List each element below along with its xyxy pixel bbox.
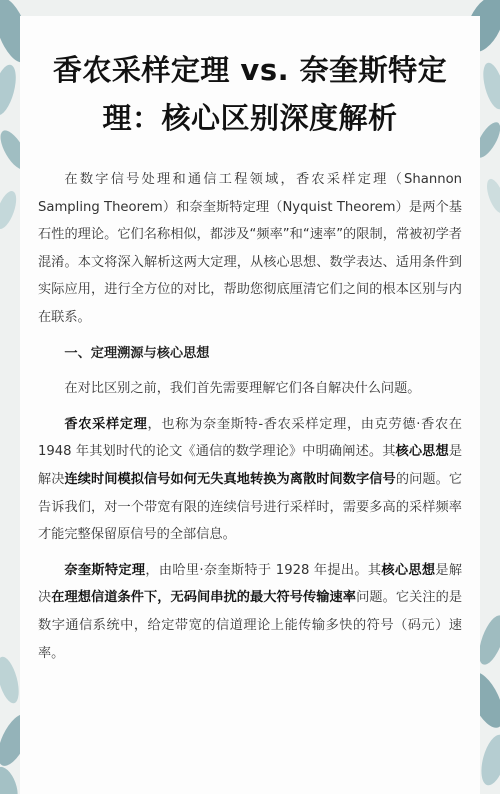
article-title: 香农采样定理 vs. 奈奎斯特定理：核心区别深度解析 <box>52 53 448 135</box>
intro-paragraph: 在数字信号处理和通信工程领域，香农采样定理（Shannon Sampling Theorem）和奈奎斯特定理（Nyquist Theorem）是两个基石性的理论。它们名称相似，都涉及“频率”和“速率”的限制，常被初学者混淆。本文将深入解析这两大定理，从核心思想、数学表达、适用条件到实际应用，进行全方位的对比，帮助您彻底厘清它们之间的根本区别与内在联系。 <box>38 172 462 325</box>
shannon-core-label: 核心思想 <box>395 444 449 460</box>
article-card <box>20 16 480 794</box>
nyquist-core-text: 在理想信道条件下，无码间串扰的最大符号传输速率 <box>51 590 357 606</box>
nyquist-core-label: 核心思想 <box>381 562 436 578</box>
section-heading: 一、定理溯源与核心思想 <box>64 345 210 361</box>
shannon-core-text: 连续时间模拟信号如何无失真地转换为离散时间数字信号 <box>64 471 396 487</box>
article-body <box>38 166 462 667</box>
shannon-paragraph: 香农采样定理，也称为奈奎斯特-香农采样定理，由克劳德·香农在 1948 年其划时代的论文《通信的数学理论》中明确阐述。其核心思想是解决连续时间模拟信号如何无失真地转换为离散时间数字信号的问题。它告诉我们，对一个带宽有限的连续信号进行采样时，需要多高的采样频率才能完整保留原信号的全部信息。 <box>38 416 463 543</box>
shannon-term: 香农采样定理 <box>64 416 148 432</box>
nyquist-paragraph: 奈奎斯特定理，由哈里·奈奎斯特于 1928 年提出。其核心思想是解决在理想信道条件下，无码间串扰的最大符号传输速率问题。它关注的是数字通信系统中，给定带宽的信道理论上能传输多快的符号（码元）速率。 <box>38 562 463 661</box>
nyquist-term: 奈奎斯特定理 <box>64 562 146 578</box>
section-lead-paragraph: 在对比区别之前，我们首先需要理解它们各自解决什么问题。 <box>64 381 421 397</box>
